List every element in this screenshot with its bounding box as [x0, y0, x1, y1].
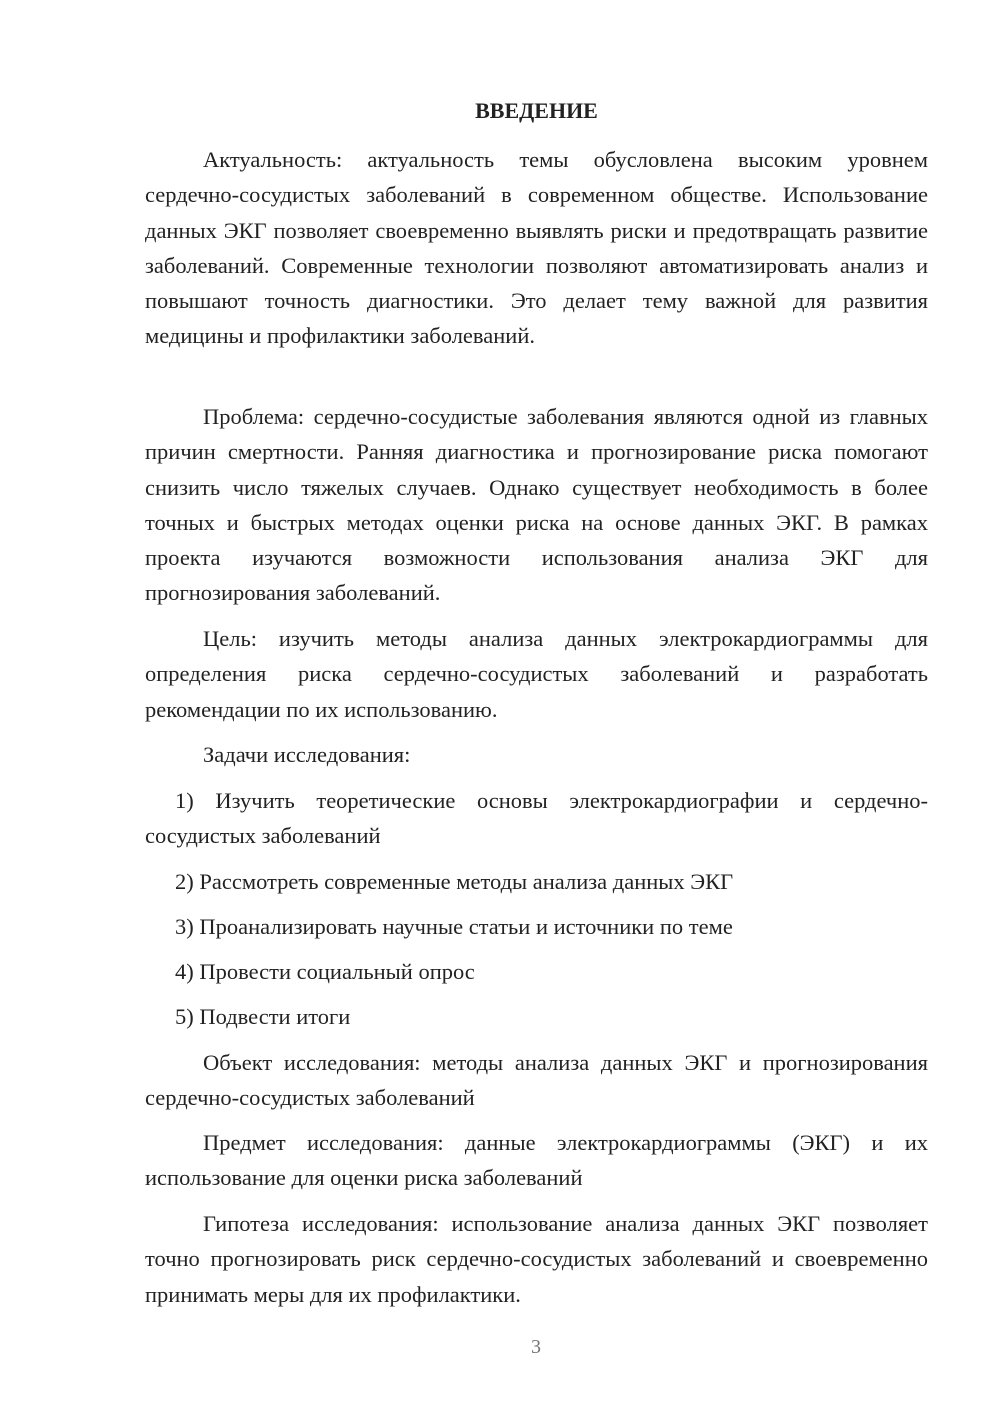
page-title: ВВЕДЕНИЕ [475, 98, 598, 123]
task-item: 1) Изучить теоретические основы электрокардиографии и сердечно-сосудистых заболеваний [145, 788, 928, 849]
task-item: 4) Провести социальный опрос [175, 959, 475, 984]
paragraph-relevance: Актуальность: актуальность темы обусловлена высоким уровнем сердечно-сосудистых заболеваний в современном обществе. Использование данных ЭКГ позволяет своевременно выявлять риски и предотвращать развитие заболеваний. Современные технологии позволяют автоматизировать анализ и повышают точность диагностики. Это делает тему важной для развития медицины и профилактики заболеваний. [145, 147, 928, 349]
task-item: 2) Рассмотреть современные методы анализа данных ЭКГ [175, 869, 734, 894]
paragraph-goal: Цель: изучить методы анализа данных электрокардиограммы для определения риска сердечно-сосудистых заболеваний и разработать рекомендации по их использованию. [145, 626, 928, 722]
paragraph-hypothesis: Гипотеза исследования: использование анализа данных ЭКГ позволяет точно прогнозировать риск сердечно-сосудистых заболеваний и своевременно принимать меры для их профилактики. [145, 1211, 928, 1307]
paragraph-research-subject: Предмет исследования: данные электрокардиограммы (ЭКГ) и их использование для оценки риска заболеваний [145, 1130, 928, 1191]
page-number: 3 [531, 1336, 541, 1358]
task-item: 3) Проанализировать научные статьи и источники по теме [175, 914, 733, 939]
paragraph-problem: Проблема: сердечно-сосудистые заболевания являются одной из главных причин смертности. Ранняя диагностика и прогнозирование риска помогают снизить число тяжелых случаев. Однако существует необходимость в более точных и быстрых методах оценки риска на основе данных ЭКГ. В рамках проекта изучаются возможности использования анализа ЭКГ для прогнозирования заболеваний. [145, 404, 928, 606]
task-item: 5) Подвести итоги [175, 1004, 351, 1029]
paragraph-research-object: Объект исследования: методы анализа данных ЭКГ и прогнозирования сердечно-сосудистых заболеваний [145, 1050, 928, 1111]
paragraph-tasks-heading: Задачи исследования: [203, 742, 411, 767]
